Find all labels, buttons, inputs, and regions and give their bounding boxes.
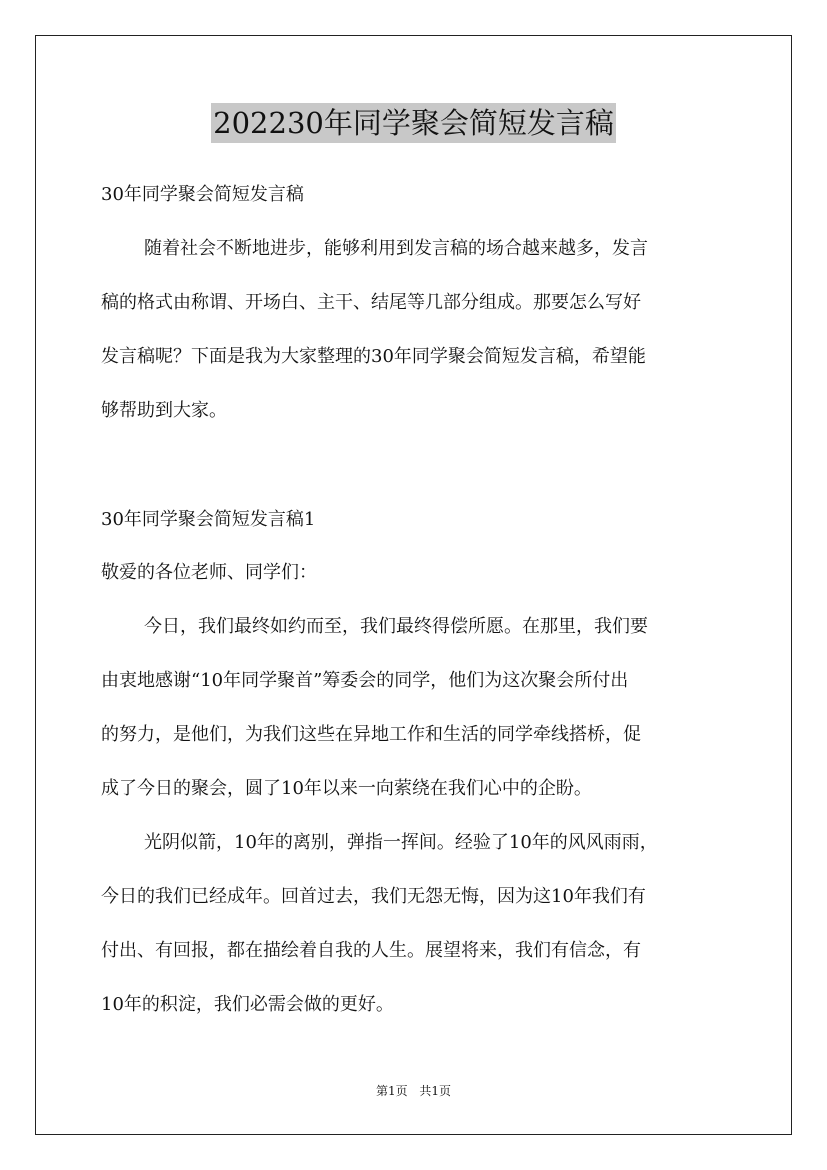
- intro-line: 够帮助到大家。: [101, 400, 227, 421]
- paragraph-line: 成了今日的聚会，圆了10年以来一向萦绕在我们心中的企盼。: [101, 778, 592, 799]
- salutation: 敬爱的各位老师、同学们：: [101, 562, 317, 583]
- paragraph-line: 光阴似箭，10年的离别，弹指一挥间。经验了10年的风风雨雨，: [144, 832, 658, 853]
- page-total: 共1页: [419, 1084, 452, 1098]
- section-heading: 30年同学聚会简短发言稿1: [101, 509, 316, 530]
- title-container: [0, 103, 827, 143]
- page-number: 第1页: [375, 1084, 408, 1098]
- paragraph-line: 今日，我们最终如约而至，我们最终得偿所愿。在那里，我们要: [144, 616, 648, 637]
- document-subtitle: 30年同学聚会简短发言稿: [101, 184, 304, 205]
- intro-line: 随着社会不断地进步，能够利用到发言稿的场合越来越多，发言: [144, 238, 648, 259]
- page-footer: [0, 1083, 827, 1099]
- paragraph-line: 由衷地感谢“10年同学聚首”筹委会的同学，他们为这次聚会所付出: [101, 670, 629, 691]
- intro-line: 稿的格式由称谓、开场白、主干、结尾等几部分组成。那要怎么写好: [101, 292, 641, 313]
- document-title: 202230年同学聚会简短发言稿: [211, 103, 616, 143]
- paragraph-line: 的努力，是他们，为我们这些在异地工作和生活的同学牵线搭桥，促: [101, 724, 641, 745]
- paragraph-line: 付出、有回报，都在描绘着自我的人生。展望将来，我们有信念，有: [101, 940, 641, 961]
- intro-line: 发言稿呢？下面是我为大家整理的30年同学聚会简短发言稿，希望能: [101, 346, 646, 367]
- paragraph-line: 10年的积淀，我们必需会做的更好。: [101, 994, 394, 1015]
- paragraph-line: 今日的我们已经成年。回首过去，我们无怨无悔，因为这10年我们有: [101, 886, 646, 907]
